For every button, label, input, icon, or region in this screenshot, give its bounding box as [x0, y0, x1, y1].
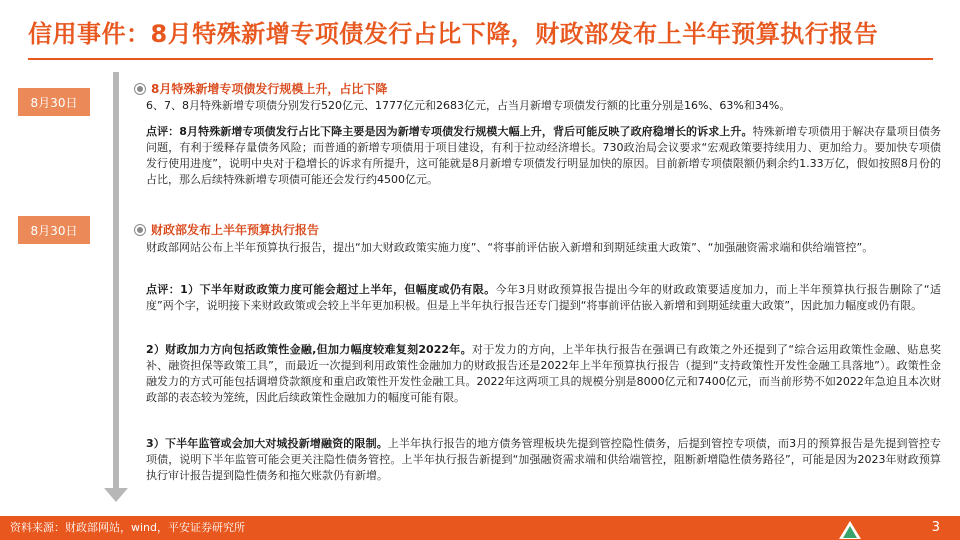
event-point-3 [146, 436, 941, 484]
point-bold: 2）财政加力方向包括政策性金融,但加力幅度较难复刻2022年。 [146, 343, 472, 356]
event-summary: 6、7、8月特殊新增专项债分别发行520亿元、1777亿元和2683亿元，占当月新增专项债发行额的比重分别是16%、63%和34%。 [146, 99, 791, 112]
event-heading-text: 财政部发布上半年预算执行报告 [151, 223, 320, 237]
event-heading [134, 80, 387, 97]
comment-text: 特殊新增专项债用于解决存量项目债务问题，有利于缓释存量债务风险；而普通的新增专项债用于项目建设，有利于拉动经济增长。730政治局会议要求“宏观政策要持续用力、更加给力。要加快专项债发行使用进度”，说明中央对于稳增长的诉求有所提升，这可能就是8月新增专项债发行明显加快的原因。目前新增专项债限额仍剩余约1.33万亿，假如按照8月份的占比，那么后续特殊新增专项债可能还会发行约4500亿元。 [146, 125, 942, 186]
company-logo-icon [838, 520, 862, 540]
point-text: 对于发力的方向，上半年执行报告在强调已有政策之外还提到了“综合运用政策性金融、贴息奖补、融资担保等政策工具”，而最近一次提到利用政策性金融加力的财政报告还是2022年上半年预算执行报告（提到“支持政策性开发性金融工具落地”）。政策性金融发力的方式可能包括调增贷款额度和重启政策性开发性金融工具。2022年这两项工具的规模分别是8000亿元和7400亿元，而当前形势不如2022年急迫且本次财政部的表态较为笼统，因此后续政策性金融加力的幅度可能有限。 [146, 343, 941, 404]
page-number: 3 [931, 520, 940, 535]
point-bold: 点评：1）下半年财政政策力度可能会超过上半年，但幅度或仍有限。 [146, 283, 496, 296]
event-point-1 [146, 282, 941, 314]
comment-bold: 点评：8月特殊新增专项债发行占比下降主要是因为新增专项债发行规模大幅上升，背后可能反映了政府稳增长的诉求上升。 [146, 125, 753, 138]
bullet-icon [134, 83, 146, 95]
point-bold: 3）下半年监管或会加大对城投新增融资的限制。 [146, 437, 388, 450]
point-text: 上半年执行报告的地方债务管理板块先提到管控隐性债务，后提到管控专项债，而3月的预算报告是先提到管控专项债，说明下半年监管可能会更关注隐性债务管控。上半年执行报告新提到“加强融资需求端和供给端管控，阻断新增隐性债务路径”，可能是因为2023年财政预算执行审计报告提到隐性债务和拖欠账款仍有新增。 [146, 437, 941, 482]
footer-source: 资料来源：财政部网站，wind，平安证券研究所 [10, 521, 246, 534]
title-divider [28, 58, 933, 60]
timeline-arrow-icon [104, 488, 128, 502]
bullet-icon [134, 224, 146, 236]
event-heading [134, 221, 319, 238]
event-point-2 [146, 342, 941, 406]
event-heading-text: 8月特殊新增专项债发行规模上升，占比下降 [151, 82, 388, 96]
timeline-line [113, 72, 119, 492]
date-badge: 8月30日 [18, 216, 90, 244]
page-title: 信用事件：8月特殊新增专项债发行占比下降，财政部发布上半年预算执行报告 [28, 20, 879, 48]
event-summary: 财政部网站公布上半年预算执行报告，提出“加大财政政策实施力度”、“将事前评估嵌入新增和到期延续重大政策”、“加强融资需求端和供给端管控”。 [146, 241, 874, 254]
date-badge: 8月30日 [18, 88, 90, 116]
point-text: 今年3月财政预算报告提出今年的财政政策要适度加力，而上半年预算执行报告删除了“适度”两个字，说明接下来财政政策或会较上半年更加积极。但是上半年执行报告还专门提到“将事前评估嵌入新增和到期延续重大政策”，因此加力幅度或仍有限。 [146, 283, 941, 312]
event-comment [146, 124, 941, 188]
